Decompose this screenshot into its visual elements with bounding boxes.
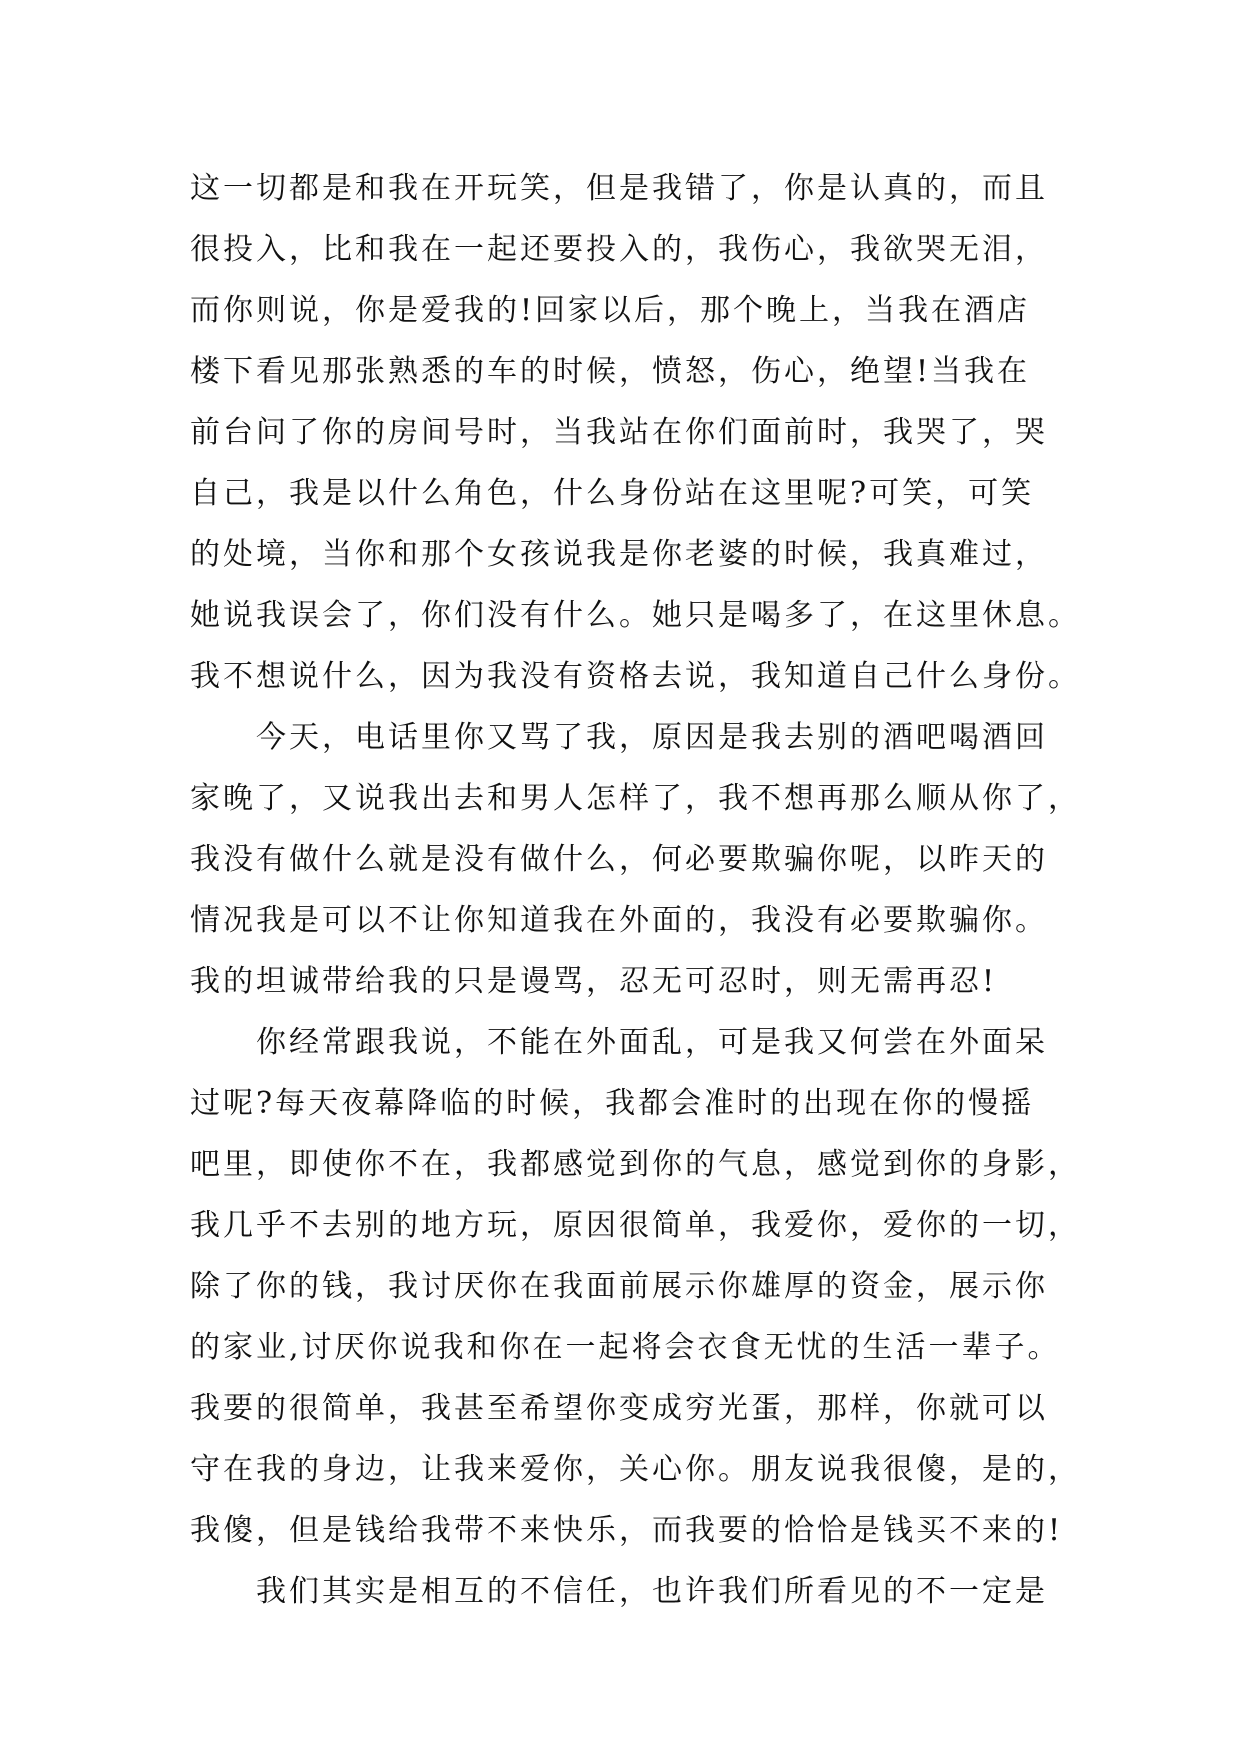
text-line: 我的坦诚带给我的只是谩骂，忍无可忍时，则无需再忍! <box>190 964 998 999</box>
text-line: 的家业,讨厌你说我和你在一起将会衣食无忧的生活一辈子。 <box>190 1330 1061 1365</box>
text-line: 这一切都是和我在开玩笑，但是我错了，你是认真的，而且 <box>190 171 1048 206</box>
text-line: 家晚了，又说我出去和男人怎样了，我不想再那么顺从你了， <box>190 781 1081 816</box>
text-line: 而你则说，你是爱我的!回家以后，那个晚上，当我在酒店 <box>190 293 1031 328</box>
paragraph-first-line: 你经常跟我说，不能在外面乱，可是我又何尝在外面呆 <box>256 1025 1048 1060</box>
text-line: 很投入，比和我在一起还要投入的，我伤心，我欲哭无泪， <box>190 232 1048 267</box>
text-line: 我要的很简单，我甚至希望你变成穷光蛋，那样，你就可以 <box>190 1391 1048 1426</box>
text-line: 我几乎不去别的地方玩，原因很简单，我爱你，爱你的一切， <box>190 1208 1081 1243</box>
text-line: 我不想说什么，因为我没有资格去说，我知道自己什么身份。 <box>190 659 1081 694</box>
text-line: 的处境，当你和那个女孩说我是你老婆的时候，我真难过， <box>190 537 1048 572</box>
text-line: 楼下看见那张熟悉的车的时候，愤怒，伤心，绝望!当我在 <box>190 354 1031 389</box>
paragraph-first-line: 今天，电话里你又骂了我，原因是我去别的酒吧喝酒回 <box>256 720 1048 755</box>
text-line: 守在我的身边，让我来爱你，关心你。朋友说我很傻，是的， <box>190 1452 1081 1487</box>
text-line: 自己，我是以什么角色，什么身份站在这里呢?可笑，可笑 <box>190 476 1035 511</box>
paragraph-first-line: 我们其实是相互的不信任，也许我们所看见的不一定是 <box>256 1574 1048 1609</box>
text-line: 除了你的钱，我讨厌你在我面前展示你雄厚的资金，展示你 <box>190 1269 1048 1304</box>
body-text <box>190 158 1081 1622</box>
text-line: 我没有做什么就是没有做什么，何必要欺骗你呢，以昨天的 <box>190 842 1048 877</box>
text-line: 前台问了你的房间号时，当我站在你们面前时，我哭了，哭 <box>190 415 1048 450</box>
text-line: 过呢?每天夜幕降临的时候，我都会准时的出现在你的慢摇 <box>190 1086 1035 1121</box>
text-line: 她说我误会了，你们没有什么。她只是喝多了，在这里休息。 <box>190 598 1081 633</box>
text-line: 我傻，但是钱给我带不来快乐，而我要的恰恰是钱买不来的! <box>190 1513 1064 1548</box>
text-line: 情况我是可以不让你知道我在外面的，我没有必要欺骗你。 <box>190 903 1048 938</box>
text-line: 吧里，即使你不在，我都感觉到你的气息，感觉到你的身影， <box>190 1147 1081 1182</box>
